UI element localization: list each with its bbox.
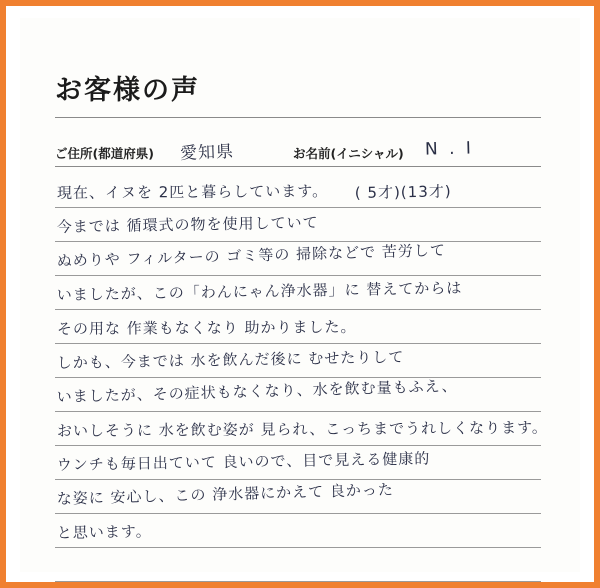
name-label: お名前(イニシャル)	[293, 146, 404, 161]
body-line-text: な姿に 安心し、この 浄水器にかえて 良かった	[56, 480, 395, 509]
body-line-text: おいしそうに 水を飲む姿が 見られ、こっちまでうれしくなります。	[56, 418, 548, 441]
body-line-note: ( 5才)(13才)	[354, 182, 452, 203]
body-line-text: 今までは 循環式の物を使用していて	[56, 213, 319, 237]
body-line-text: と思います。	[56, 522, 152, 543]
body-line-text: しかも、今までは 水を飲んだ後に むせたりして	[56, 347, 405, 373]
body-line-text: ウンチも毎日出ていて 良いので、目で見える健康的	[56, 449, 431, 475]
body-line-text: いましたが、この「わんにゃん浄水器」に 替えてからは	[56, 278, 463, 305]
form-field-row	[55, 138, 541, 164]
page-title: お客様の声	[55, 75, 200, 106]
body-line-text: いましたが、その症状もなくなり、水を飲む量もふえ、	[56, 376, 458, 407]
body-line	[55, 480, 545, 514]
body-line	[55, 174, 545, 208]
body-line	[55, 242, 545, 276]
address-value: 愛知県	[179, 142, 235, 164]
body-line	[55, 310, 545, 344]
handwritten-body	[55, 174, 548, 554]
body-line-text: ぬめりや フィルターの ゴミ等の 掃除などで 苦労して	[56, 241, 447, 271]
body-line	[55, 344, 545, 378]
body-line-rule	[55, 581, 541, 582]
field-divider	[55, 166, 541, 167]
body-line	[55, 412, 548, 446]
body-line	[55, 208, 545, 242]
body-line	[55, 548, 545, 582]
body-line	[55, 378, 545, 412]
body-line	[55, 514, 545, 548]
body-line	[55, 446, 545, 480]
name-value: N . I	[424, 138, 475, 160]
body-line-text: その用な 作業もなくなり 助かりました。	[56, 317, 357, 339]
body-line	[55, 276, 545, 310]
title-divider	[55, 117, 541, 118]
body-line-text: 現在、イヌを 2匹と暮らしています。	[56, 182, 329, 203]
address-label: ご住所(都道府県)	[55, 146, 154, 161]
